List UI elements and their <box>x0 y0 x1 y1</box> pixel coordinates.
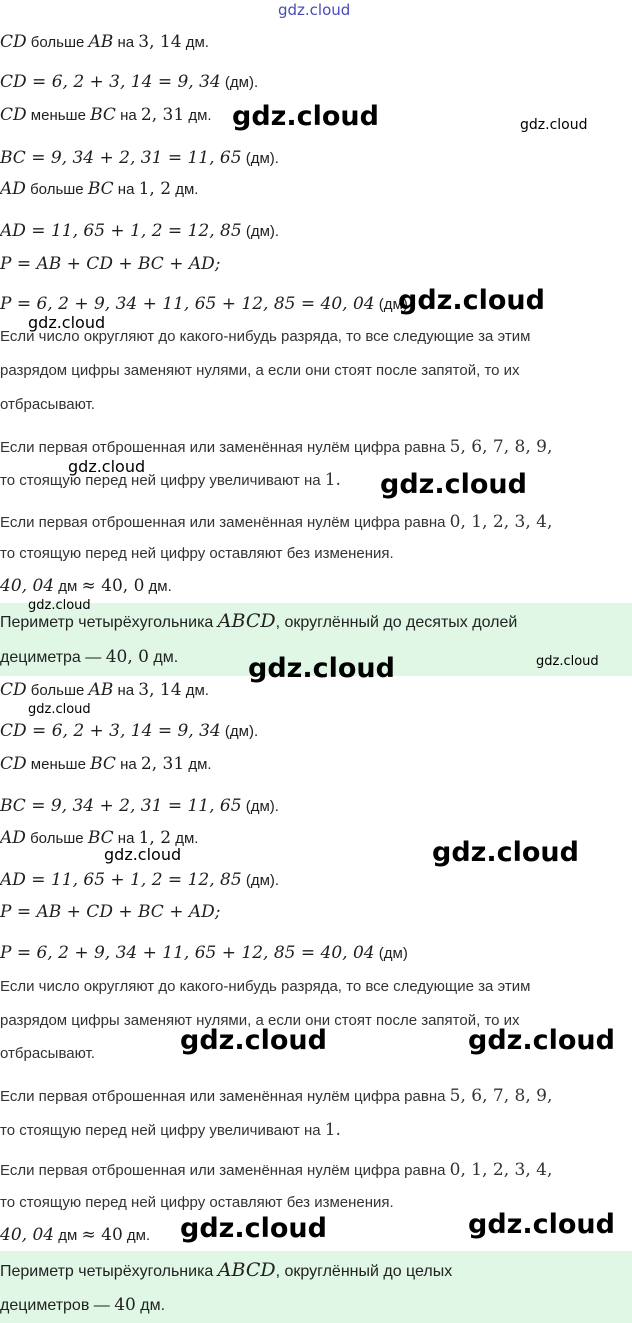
watermark: gdz.cloud <box>180 1025 327 1056</box>
math-equation: P = 6, 2 + 9, 34 + 11, 65 + 12, 85 = 40, 04 <box>0 294 375 314</box>
math-equation: CD = 6, 2 + 3, 14 = 9, 34 <box>0 72 221 92</box>
approximation <box>0 1225 150 1246</box>
calc-ad <box>0 221 279 242</box>
watermark: gdz.cloud <box>468 1025 615 1056</box>
rule-text: отбрасывают. <box>0 1045 95 1062</box>
math-cd: CD <box>0 105 27 125</box>
text: на <box>113 34 139 51</box>
text: Периметр четырёхугольника <box>0 614 218 631</box>
unit: дм. <box>144 578 172 595</box>
perimeter-formula <box>0 254 221 274</box>
rule-text: разрядом цифры заменяют нулями, а если они стоят после запятой, то их <box>0 362 520 379</box>
unit: (дм). <box>241 872 280 889</box>
text: меньше <box>26 107 91 124</box>
text: дм. <box>184 107 212 124</box>
rule-round-up <box>0 1086 552 1106</box>
watermark: gdz.cloud <box>232 101 379 132</box>
watermark: gdz.cloud <box>380 469 527 500</box>
rule-round-down <box>0 1160 552 1180</box>
statement-ad-bc <box>0 179 198 200</box>
math-equation: BC = 9, 34 + 2, 31 = 11, 65 <box>0 796 242 816</box>
watermark: gdz.cloud <box>104 845 182 864</box>
math-value: ≈ 40, 0 <box>81 576 145 596</box>
watermark: gdz.cloud <box>398 285 545 316</box>
math-value: 2, 31 <box>140 754 185 774</box>
calc-bc <box>0 796 279 817</box>
unit: дм. <box>122 1227 151 1244</box>
math-bc: BC <box>90 105 116 125</box>
calc-bc <box>0 148 279 169</box>
text: дм. <box>181 34 209 51</box>
rule-text: разрядом цифры заменяют нулями, а если они стоят после запятой, то их <box>0 1012 520 1029</box>
calc-cd <box>0 721 258 742</box>
calc-ad <box>0 870 279 891</box>
unit: (дм). <box>241 223 280 240</box>
text: дециметра — <box>0 649 106 666</box>
text: дм. <box>135 1297 166 1314</box>
watermark: gdz.cloud <box>28 313 106 332</box>
math-ad: AD <box>0 828 26 848</box>
math-equation: AD = 11, 65 + 1, 2 = 12, 85 <box>0 870 242 890</box>
unit: (дм) <box>374 296 408 313</box>
text: меньше <box>26 756 91 773</box>
unit: дм <box>54 1227 82 1244</box>
math-cd: CD <box>0 680 27 700</box>
text: больше <box>25 830 88 847</box>
math-digits: 5, 6, 7, 8, 9, <box>449 437 553 457</box>
text: дециметров — <box>0 1297 115 1314</box>
rule-round-up <box>0 437 552 457</box>
math-digits: 0, 1, 2, 3, 4, <box>449 1160 553 1180</box>
unit: (дм). <box>241 150 279 167</box>
rule-text: Если число округляют до какого-нибудь разряда, то все следующие за этим <box>0 328 531 345</box>
text: , округлённый до десятых долей <box>275 614 518 631</box>
statement-cd-ab <box>0 680 209 701</box>
watermark: gdz.cloud <box>68 457 146 476</box>
unit: (дм). <box>241 798 279 815</box>
watermark-top: gdz.cloud <box>278 1 351 19</box>
text: больше <box>26 682 89 699</box>
perimeter-calc <box>0 943 408 964</box>
math-bc: BC <box>87 179 114 199</box>
text: дм. <box>171 181 199 198</box>
unit: (дм). <box>220 74 259 91</box>
unit: (дм). <box>220 723 259 740</box>
answer-line <box>0 610 517 632</box>
math-equation: CD = 6, 2 + 3, 14 = 9, 34 <box>0 721 221 741</box>
text: Периметр четырёхугольника <box>0 1263 218 1280</box>
math-digits: 5, 6, 7, 8, 9, <box>449 1086 553 1106</box>
approximation <box>0 576 172 597</box>
rule-round-up <box>0 1120 341 1140</box>
math-bc: BC <box>87 828 114 848</box>
answer-line <box>0 647 178 667</box>
math-ab: AB <box>88 32 114 52</box>
rule-round-down: то стоящую перед ней цифру оставляют без изменения. <box>0 545 394 562</box>
math-equation: P = AB + CD + BC + AD; <box>0 254 221 274</box>
math-cd: CD <box>0 32 27 52</box>
text: больше <box>26 34 89 51</box>
math-value: 40, 04 <box>0 1225 55 1245</box>
text: дм. <box>171 830 199 847</box>
math-value: 1, 2 <box>138 828 172 848</box>
math-value: 40, 04 <box>0 576 55 596</box>
unit: (дм) <box>374 945 408 962</box>
math-digit: 1. <box>324 470 341 490</box>
unit: дм <box>54 578 82 595</box>
text: на <box>115 107 141 124</box>
math-equation: P = AB + CD + BC + AD; <box>0 902 221 922</box>
text: дм. <box>148 649 179 666</box>
watermark: gdz.cloud <box>536 654 599 669</box>
math-value: 40 <box>114 1295 136 1315</box>
watermark: gdz.cloud <box>28 598 91 613</box>
math-value: ≈ 40 <box>81 1225 123 1245</box>
text: на <box>113 181 139 198</box>
perimeter-calc <box>0 294 408 315</box>
rule-text: Если число округляют до какого-нибудь разряда, то все следующие за этим <box>0 978 531 995</box>
math-value: 3, 14 <box>138 680 182 700</box>
text: Если первая отброшенная или заменённая нулём цифра равна <box>0 1162 450 1179</box>
rule-round-down <box>0 512 552 532</box>
math-digits: 0, 1, 2, 3, 4, <box>449 512 553 532</box>
math-equation: AD = 11, 65 + 1, 2 = 12, 85 <box>0 221 242 241</box>
text: Если первая отброшенная или заменённая нулём цифра равна <box>0 514 450 531</box>
calc-cd <box>0 72 258 93</box>
statement-cd-ab <box>0 32 209 53</box>
perimeter-formula <box>0 902 221 922</box>
text: то стоящую перед ней цифру увеличивают на <box>0 1122 325 1139</box>
watermark: gdz.cloud <box>432 837 579 868</box>
rule-round-down: то стоящую перед ней цифру оставляют без изменения. <box>0 1194 394 1211</box>
math-cd: CD <box>0 754 27 774</box>
math-value: 40, 0 <box>105 647 149 667</box>
math-abcd: ABCD <box>217 1259 276 1281</box>
math-digit: 1. <box>324 1120 341 1140</box>
math-bc: BC <box>90 754 116 774</box>
rule-text: отбрасывают. <box>0 396 95 413</box>
math-equation: BC = 9, 34 + 2, 31 = 11, 65 <box>0 148 242 168</box>
math-value: 3, 14 <box>138 32 182 52</box>
text: дм. <box>181 682 209 699</box>
text: дм. <box>184 756 212 773</box>
math-ab: AB <box>88 680 114 700</box>
math-abcd: ABCD <box>217 610 276 632</box>
rule-round-up <box>0 470 341 490</box>
math-value: 1, 2 <box>138 179 172 199</box>
answer-line <box>0 1295 165 1315</box>
text: Если первая отброшенная или заменённая нулём цифра равна <box>0 1088 450 1105</box>
text: на <box>115 756 141 773</box>
watermark: gdz.cloud <box>28 702 91 717</box>
statement-cd-bc <box>0 105 212 126</box>
math-ad: AD <box>0 179 26 199</box>
text: больше <box>25 181 88 198</box>
text: Если первая отброшенная или заменённая нулём цифра равна <box>0 439 450 456</box>
text: на <box>113 682 139 699</box>
math-value: 2, 31 <box>140 105 185 125</box>
answer-line <box>0 1259 452 1281</box>
watermark: gdz.cloud <box>180 1213 327 1244</box>
text: на <box>113 830 139 847</box>
math-equation: P = 6, 2 + 9, 34 + 11, 65 + 12, 85 = 40, 04 <box>0 943 375 963</box>
watermark: gdz.cloud <box>520 117 588 133</box>
watermark: gdz.cloud <box>468 1209 615 1240</box>
statement-cd-bc <box>0 754 212 775</box>
watermark: gdz.cloud <box>248 653 395 684</box>
text: то стоящую перед ней цифру увеличивают на <box>0 472 325 489</box>
text: , округлённый до целых <box>275 1263 453 1280</box>
